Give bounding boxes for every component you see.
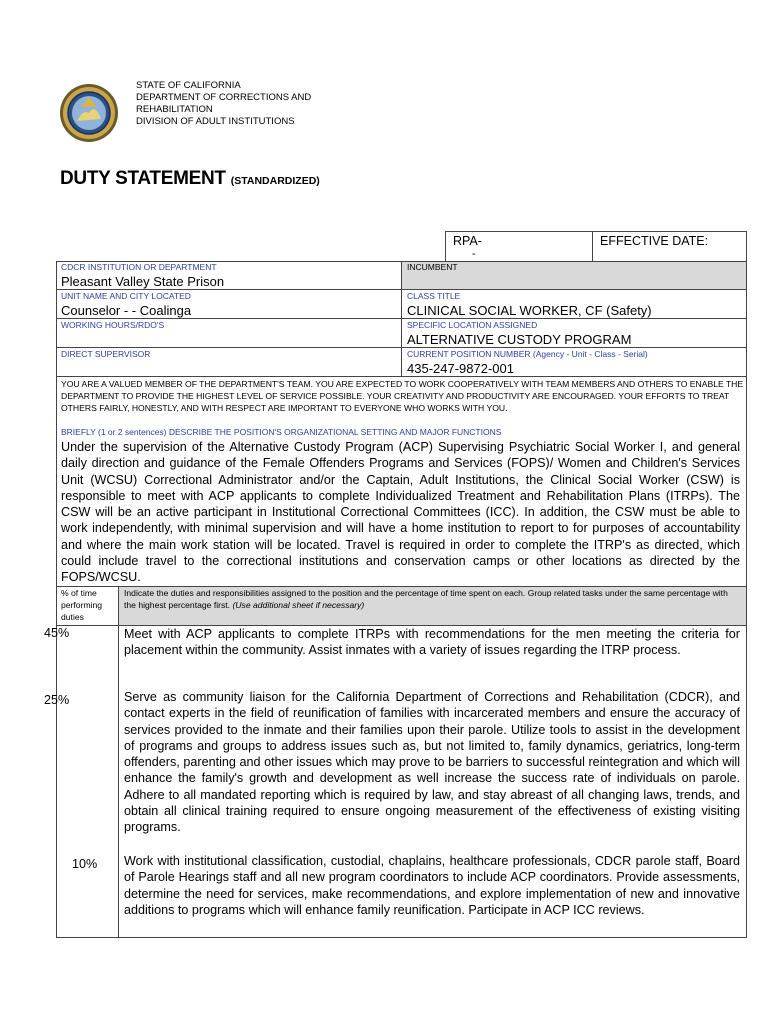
institution-value: Pleasant Valley State Prison xyxy=(61,274,225,289)
indicate-duties-text: Indicate the duties and responsibilities assigned to the position and the percentage of time spent on each. Group related tasks under the same percentage with the highest percentage first. xyxy=(124,588,728,610)
specific-location-label: SPECIFIC LOCATION ASSIGNED xyxy=(407,320,538,330)
rpa-label: RPA- xyxy=(453,234,482,248)
incumbent-label: INCUMBENT xyxy=(407,262,458,272)
unit-label: UNIT NAME AND CITY LOCATED xyxy=(61,291,191,301)
title-suffix: (STANDARDIZED) xyxy=(230,175,320,187)
duty-percent: 10% xyxy=(72,857,98,871)
duty-percent: 25% xyxy=(44,693,70,707)
duty-text: Serve as community liaison for the California Department of Corrections and Rehabilitation (CDCR), and contact experts in the field of reunification of families with incarcerated members and ensure the accuracy of services provided to the inmate and their families upon their parole. Utilize tools to assist in the development of programs and groups to address issues such as, but not limited to, family dynamics, geriatrics, long-term offenders, parenting and other issues which may prove to be barriers to successful reintegration and which will enhance the family's growth and development as well increase the success rate of individuals on parole. Adhere to all mandated reporting which is required by law, and stay abreast of all changing laws, trends, and obtain all clinical training required to ensure ongoing measurement of the effectiveness of existing visiting programs. xyxy=(124,690,740,835)
agency-line-state: STATE OF CALIFORNIA xyxy=(136,80,241,91)
position-description: Under the supervision of the Alternative Custody Program (ACP) Supervising Psychiatric Social Worker I, and general daily direction and guidance of the Female Offenders Programs and Services (FOPS)/ Women and Children's Services Unit (WCSU) Correctional Administrator and/or the Captain, Adult Institutions, the Clinical Social Worker (CSW) is responsible to meet with ACP applicants to complete Individualized Treatment and Rehabilitation Plans (ITRPs). The CSW will be an active participant in Institutional Correctional Committees (ICC). In addition, the CSW must be able to work independently, with minimal supervision and will have a home institution to report to for purposes of accountability and where the main work station will be located. Travel is required in order to complete the ITRP's as directed, which could include travel to the correctional institutions and conservation camps or other locations as directed by the FOPS/WCSU. xyxy=(61,440,740,585)
effective-date-label: EFFECTIVE DATE: xyxy=(600,234,709,248)
unit-value: Counselor - - Coalinga xyxy=(61,303,192,318)
direct-supervisor-label: DIRECT SUPERVISOR xyxy=(61,349,151,359)
position-number-value: 435-247-9872-001 xyxy=(407,361,514,376)
duty-text: Meet with ACP applicants to complete ITRPs with recommendations for the men meeting the criteria for placement within the community. Assist inmates with a variety of issues regarding the ITRP process. xyxy=(124,627,740,658)
indicate-duties-note: (Use additional sheet if necessary) xyxy=(232,600,365,610)
position-number-label: CURRENT POSITION NUMBER (Agency - Unit - Class - Serial) xyxy=(407,349,648,359)
percent-time-header: % of time performing duties xyxy=(61,588,103,622)
indicate-duties-header xyxy=(124,587,742,611)
agency-line-department: DEPARTMENT OF CORRECTIONS AND xyxy=(136,92,312,103)
specific-location-value: ALTERNATIVE CUSTODY PROGRAM xyxy=(407,332,632,347)
agency-header xyxy=(136,80,311,128)
duty-text: Work with institutional classification, custodial, chaplains, healthcare professionals, CDCR parole staff, Board of Parole Hearings staff and all new program coordinators to include ACP coordinators. Provide assessments, determine the need for services, make recommendations, and explore implementation of new and innovative additions to programs which will enhance family reunification. Participate in ACP ICC reviews. xyxy=(124,854,740,917)
class-title-label: CLASS TITLE xyxy=(407,291,461,301)
class-title-value: CLINICAL SOCIAL WORKER, CF (Safety) xyxy=(407,303,652,318)
rpa-sub: - xyxy=(472,248,476,260)
document-title xyxy=(60,168,320,190)
institution-label: CDCR INSTITUTION OR DEPARTMENT xyxy=(61,262,217,272)
working-hours-label: WORKING HOURS/RDO'S xyxy=(61,320,165,330)
valued-member-statement: YOU ARE A VALUED MEMBER OF THE DEPARTMENT'S TEAM. YOU ARE EXPECTED TO WORK COOPERATIVELY WITH TEAM MEMBERS AND OTHERS TO ENABLE THE DEPARTMENT TO PROVIDE THE HIGHEST LEVEL OF SERVICE POSSIBLE. YOUR CREATIVITY AND PRODUCTIVITY ARE ENCOURAGED. YOUR EFFORTS TO TREAT OTHERS FAIRLY, HONESTLY, AND WITH RESPECT ARE IMPORTANT TO EVERYONE WHO WORKS WITH YOU. xyxy=(61,379,744,413)
cdcr-seal-icon xyxy=(59,83,119,143)
title-main: DUTY STATEMENT xyxy=(60,168,226,189)
duty-percent: 45% xyxy=(44,626,70,640)
agency-line-rehabilitation: REHABILITATION xyxy=(136,104,213,115)
agency-line-division: DIVISION OF ADULT INSTITUTIONS xyxy=(136,116,295,127)
briefly-label: BRIEFLY (1 or 2 sentences) DESCRIBE THE POSITION'S ORGANIZATIONAL SETTING AND MAJOR FUNCTIONS xyxy=(61,427,502,437)
